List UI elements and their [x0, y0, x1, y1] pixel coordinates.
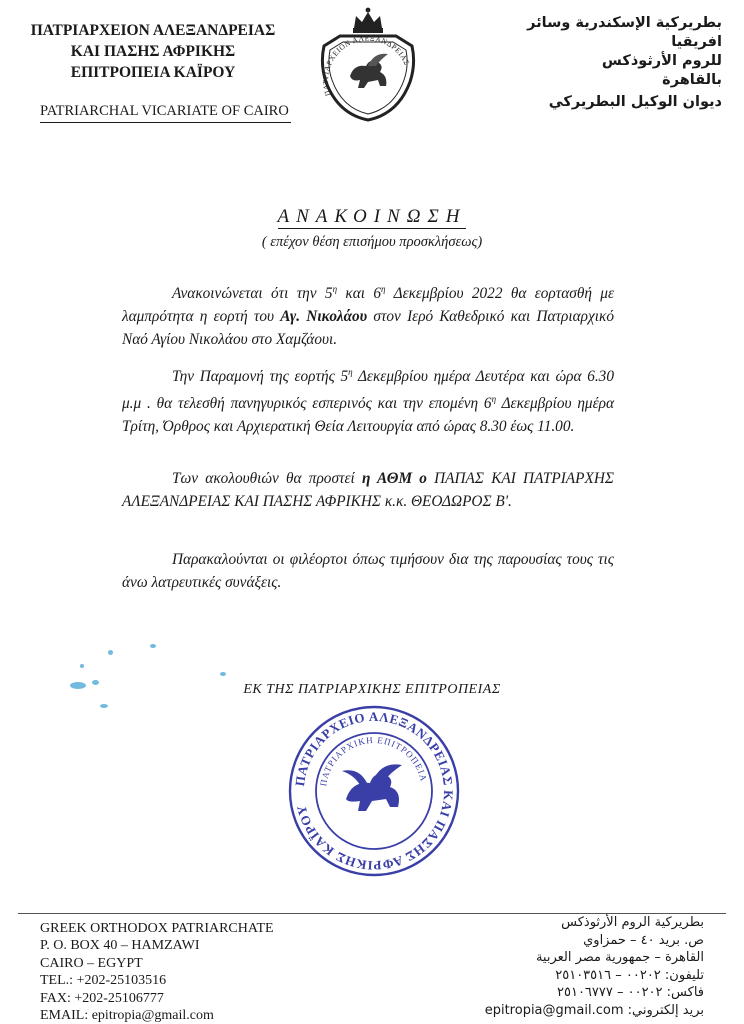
header-arabic-line: بالقاهرة	[662, 72, 722, 88]
footer-line: ص. بريد ٤٠ – حمزاوي	[583, 932, 704, 948]
signature-line: ΕΚ ΤΗΣ ΠΑΤΡΙΑΡΧΙΚΗΣ ΕΠΙΤΡΟΠΕΙΑΣ	[243, 682, 501, 697]
footer-line: CAIRO – EGYPT	[40, 955, 143, 971]
footer-email: EMAIL: epitropia@gmail.com	[40, 1008, 214, 1024]
patriarchate-seal-icon	[310, 6, 426, 124]
header-arabic-subtitle: ديوان الوكيل البطريركي	[548, 94, 722, 110]
footer-arabic-address	[485, 914, 704, 1020]
footer-line: فاكس: ٠٠٢٠٢ – ٢٥١٠٦٧٧٧	[557, 985, 704, 1001]
footer-line: TEL.: +202-25103516	[40, 973, 167, 989]
footer-english-address	[40, 920, 274, 1024]
header-greek-line: ΕΠΙΤΡΟΠΕΙΑ ΚΑΪΡΟΥ	[70, 64, 236, 81]
header-greek-block	[18, 20, 288, 83]
header-arabic-line: للروم الأرثوذكس	[601, 53, 722, 69]
header-greek-line: ΚΑΙ ΠΑΣΗΣ ΑΦΡΙΚΗΣ	[70, 43, 236, 60]
footer-line: GREEK ORTHODOX PATRIARCHATE	[40, 921, 274, 936]
footer-email-ar: بريد إلكتروني: epitropia@gmail.com	[484, 1002, 704, 1018]
saint-name: Αγ. Νικολάου	[280, 308, 368, 326]
footer-line: بطريركية الروم الأرثوذكس	[561, 915, 704, 930]
paragraph-1: Ανακοινώνεται ότι την $5^\eta$ και $6^\eta$ Δεκεμβρίου 2022 θα εορτασθή με λαμπρότητα η εορτή του Αγ. Νικολάου στον Ιερό Καθεδρικό και Πατριαρχικό Ναό Αγίου Νικολάου στο Χαμζάουι.	[122, 284, 614, 349]
official-stamp-icon	[286, 703, 462, 879]
header-greek-line: ΠΑΤΡΙΑΡΧΕΙΟΝ ΑΛΕΞΑΝΔΡΕΙΑΣ	[30, 22, 276, 39]
stamp-outer-text: ΠΑΤΡΙΑΡΧΕΙΟ ΑΛΕΞΑΝΔΡΕΙΑΣ ΚΑΙ ΠΑΣΗΣ ΑΦΡΙΚΗΣ ΚΑΪΡΟΥ	[292, 708, 457, 874]
seal-text: ΠΑΤΡΙΑΡΧΕΙΟΝ ΑΛΕΞΑΝΔΡΕΙΑΣ	[320, 33, 412, 98]
footer-line: تليفون: ٠٠٢٠٢ – ٢٥١٠٣٥١٦	[555, 967, 704, 983]
header-english: PATRIARCHAL VICARIATE OF CAIRO	[40, 103, 289, 119]
stamp-inner-text: ΠΑΤΡΙΑΡΧΙΚΗ ΕΠΙΤΡΟΠΕΙΑ	[318, 734, 430, 787]
paragraph-3: Των ακολουθιών θα προστεί η ΑΘΜ ο ΠΑΠΑΣ ΚΑΙ ΠΑΤΡΙΑΡΧΗΣ ΑΛΕΞΑΝΔΡΕΙΑΣ ΚΑΙ ΠΑΣΗΣ ΑΦΡΙΚΗΣ κ.κ. ΘΕΟΔΩΡΟΣ Β'.	[122, 470, 614, 510]
announcement-title: ΑΝΑΚΟΙΝΩΣΗ	[277, 206, 467, 227]
footer-line: FAX: +202-25106777	[40, 990, 164, 1006]
footer-line: القاهرة – جمهورية مصر العربية	[535, 950, 704, 966]
paragraph-2: Την Παραμονή της εορτής $5^\eta$ Δεκεμβρίου ημέρα Δευτέρα και ώρα 6.30 μ.μ . θα τελεσθή πανηγυρικός εσπερινός και την επομένη $6^\eta$ Δεκεμβρίου ημέρα Τρίτη, Όρθρος και Αρχιερατική Θεία Λειτουργία από ώρας 8.30 έως 11.00.	[122, 367, 614, 436]
svg-text:ΠΑΤΡΙΑΡΧΕΙΟΝ ΑΛΕΞΑΝΔΡΕΙΑΣ	[321, 34, 412, 98]
paragraph-4: Παρακαλούνται οι φιλέορτοι όπως τιμήσουν δια της παρουσίας τους τις άνω λατρευτικές συνάξεις.	[122, 551, 614, 591]
header-arabic-line: بطريركية الإسكندرية وسائر افريقيا	[527, 15, 722, 50]
footer-line: P. O. BOX 40 – HAMZAWI	[40, 938, 200, 954]
announcement-subtitle: ( επέχον θέση επισήμου προσκλήσεως)	[261, 234, 483, 250]
header-arabic-block	[492, 14, 722, 90]
